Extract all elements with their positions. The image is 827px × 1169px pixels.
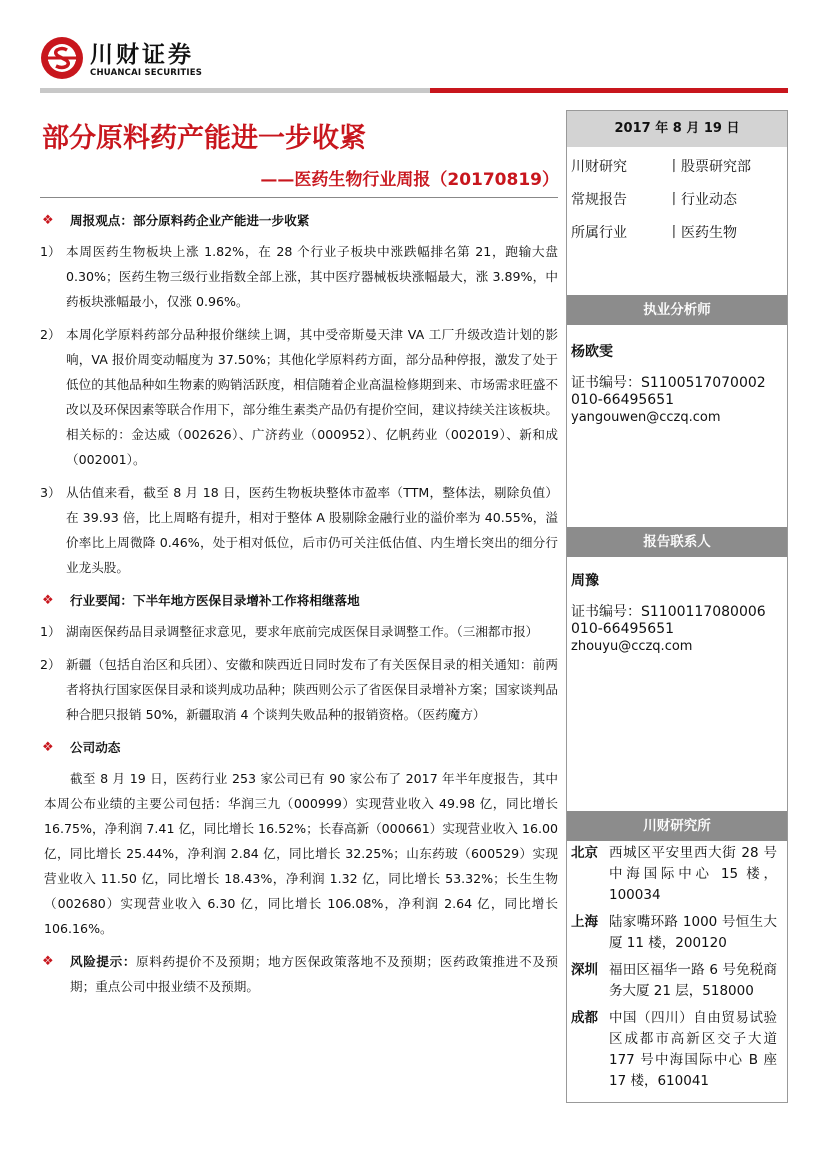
office-city: 深圳 [571, 962, 598, 978]
list-number: 1） [40, 624, 61, 639]
analyst-band: 执业分析师 [567, 295, 787, 325]
diamond-bullet-icon: ❖ [42, 740, 54, 755]
brand-name-cn: 川财证券 [90, 42, 194, 68]
office-row [567, 912, 787, 954]
analyst-card [571, 344, 766, 426]
diamond-bullet-icon: ❖ [42, 593, 54, 608]
meta-row [571, 151, 787, 184]
contact-email[interactable]: zhouyu@cczq.com [571, 639, 693, 654]
meta-value: 丨股票研究部 [667, 159, 751, 175]
report-header [0, 0, 827, 110]
list-number: 2） [40, 327, 61, 342]
section-heading-company [40, 735, 558, 760]
office-row [567, 1008, 787, 1092]
list-number: 2） [40, 657, 61, 672]
list-text: 新疆（包括自治区和兵团）、安徽和陕西近日同时发布了有关医保目录的相关通知：前两者将执行国家医保目录和谈判成功品种；陕西则公示了省医保目录增补方案；国家谈判品种合肥只报销 50%，新疆取消 4 个谈判失败品种的报销资格。（医药魔方） [66, 657, 558, 722]
report-title: 部分原料药产能进一步收紧 [42, 123, 366, 154]
risk-label: 风险提示： [70, 954, 137, 969]
report-meta [567, 147, 787, 250]
chuancai-logo-icon [40, 36, 84, 80]
header-rule-red [430, 88, 788, 93]
analyst-cert: 证书编号：S1100517070002 [571, 375, 766, 391]
section-heading-text: 周报观点：部分原料药企业产能进一步收紧 [70, 213, 310, 228]
office-list [567, 843, 787, 1098]
meta-value: 丨医药生物 [667, 225, 737, 241]
meta-key: 所属行业 [571, 225, 627, 241]
list-item [40, 480, 558, 580]
analyst-name: 杨欧雯 [571, 344, 613, 360]
list-item [40, 239, 558, 314]
office-city: 成都 [571, 1010, 598, 1026]
report-sidebar [566, 110, 788, 1103]
analyst-email[interactable]: yangouwen@cczq.com [571, 410, 721, 425]
office-row [567, 843, 787, 906]
meta-key: 常规报告 [571, 192, 627, 208]
list-item [40, 652, 558, 727]
section-heading-text: 行业要闻：下半年地方医保目录增补工作将相继落地 [70, 593, 360, 608]
risk-text: 原料药提价不及预期；地方医保政策落地不及预期；医药政策推进不及预期；重点公司中报业绩不及预期。 [70, 954, 559, 994]
list-text: 本周医药生物板块上涨 1.82%，在 28 个行业子板块中涨跌幅排名第 21，跑输大盘 0.30%；医药生物三级行业指数全部上涨，其中医疗器械板块涨幅最大，涨 3.89%，中药板块涨幅最小，仅涨 0.96%。 [66, 244, 558, 309]
header-rule-grey [40, 88, 430, 93]
list-text: 从估值来看，截至 8 月 18 日，医药生物板块整体市盈率（TTM，整体法，剔除负值）在 39.93 倍，比上周略有提升，相对于整体 A 股剔除金融行业的溢价率为 40.55%，溢价率比上周微降 0.46%，处于相对低位，后市仍可关注低估值、内生增长突出的细分行业龙头股。 [66, 485, 558, 575]
office-row [567, 960, 787, 1002]
section-heading-news [40, 588, 558, 613]
meta-key: 川财研究 [571, 159, 627, 175]
report-subtitle: ——医药生物行业周报（20170819） [260, 170, 559, 190]
list-item [40, 322, 558, 472]
list-text: 湖南医保药品目录调整征求意见，要求年底前完成医保目录调整工作。（三湘都市报） [66, 624, 539, 639]
title-divider [40, 197, 558, 198]
office-address: 福田区福华一路 6 号免税商务大厦 21 层，518000 [609, 962, 777, 999]
meta-row [571, 217, 787, 250]
report-body [40, 208, 558, 999]
office-city: 上海 [571, 914, 598, 930]
contact-cert: 证书编号：S1100117080006 [571, 604, 766, 620]
list-text: 本周化学原料药部分品种报价继续上调，其中受帝斯曼天津 VA 工厂升级改造计划的影响，VA 报价周变动幅度为 37.50%；其他化学原料药方面，部分品种停报，激发了处于低位的其他品种如生物素的购销活跃度，相信随着企业高温检修期到来、市场需求旺盛不改以及环保因素等联合作用下，部分维生素类产品仍有提价空间，建议持续关注该板块。相关标的：金达威（002626）、广济药业（000952）、亿帆药业（002019）、新和成（002001）。 [66, 327, 558, 467]
contact-card [571, 573, 766, 655]
office-city: 北京 [571, 845, 598, 861]
meta-value: 丨行业动态 [667, 192, 737, 208]
office-address: 中国（四川）自由贸易试验区成都市高新区交子大道 177 号中海国际中心 B 座 17 楼，610041 [609, 1010, 777, 1089]
brand-name-en: CHUANCAI SECURITIES [90, 68, 203, 78]
analyst-phone: 010-66495651 [571, 392, 675, 408]
contact-band: 报告联系人 [567, 527, 787, 557]
office-address: 陆家嘴环路 1000 号恒生大厦 11 楼，200120 [609, 914, 777, 951]
contact-name: 周豫 [571, 573, 599, 589]
contact-phone: 010-66495651 [571, 621, 675, 637]
diamond-bullet-icon: ❖ [42, 213, 54, 228]
list-number: 3） [40, 485, 61, 500]
section-heading-views [40, 208, 558, 233]
section-heading-text: 公司动态 [70, 740, 121, 755]
office-address: 西城区平安里西大街 28 号中海国际中心 15 楼，100034 [609, 845, 777, 903]
list-number: 1） [40, 244, 61, 259]
company-paragraph: 截至 8 月 19 日，医药行业 253 家公司已有 90 家公布了 2017 年半年度报告，其中本周公布业绩的主要公司包括：华润三九（000999）实现营业收入 49.98 亿，同比增长 16.75%，净利润 7.41 亿，同比增长 16.52%；长春高新（000661）实现营业收入 16.00 亿，同比增长 25.44%，净利润 2.84 亿，同比增长 32.25%；山东药玻（600529）实现营业收入 11.50 亿，同比增长 18.43%，净利润 1.32 亿，同比增长 53.32%；长生生物（002680）实现营业收入 6.30 亿，同比增长 106.08%，净利润 2.64 亿，同比增长 106.16%。 [44, 771, 558, 936]
list-item [40, 619, 558, 644]
diamond-bullet-icon: ❖ [42, 954, 54, 969]
institute-band: 川财研究所 [567, 811, 787, 841]
report-date: 2017 年 8 月 19 日 [567, 111, 787, 147]
meta-row [571, 184, 787, 217]
risk-warning [40, 949, 558, 999]
